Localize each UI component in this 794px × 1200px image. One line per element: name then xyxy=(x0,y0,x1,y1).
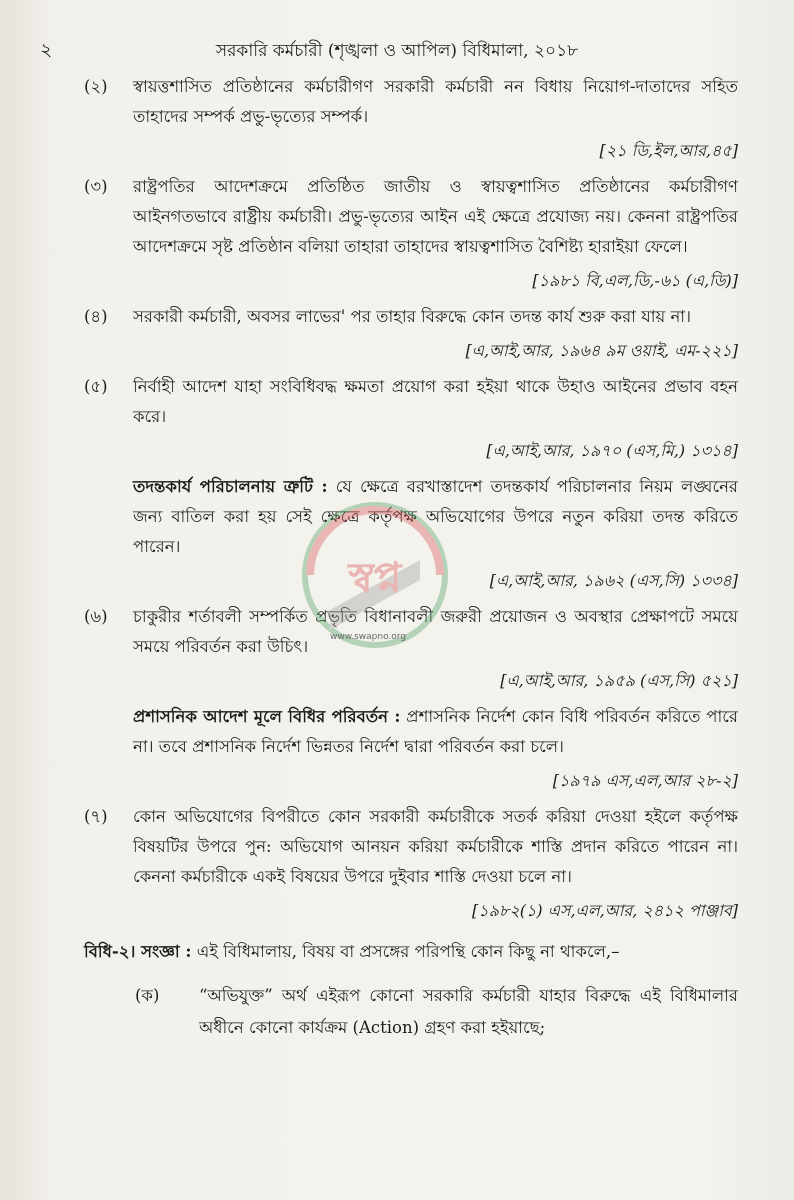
item-text: কোন অভিযোগের বিপরীতে কোন সরকারী কর্মচারীকে সতর্ক করিয়া দেওয়া হইলে কর্তৃপক্ষ বিষয়টির উপরে পুন: অভিযোগ আনয়ন করিয়া কর্মচারীকে শাস্তি প্রদান করিতে পারেন না। কেননা কর্মচারীকে একই বিষয়ের উপরে দুইবার শাস্তি দেওয়া চলে না। xyxy=(133,807,738,886)
citation: [এ,আই,আর, ১৯৫৯ (এস,সি) ৫২১] xyxy=(500,671,738,690)
citation: [এ,আই,আর, ১৯৬২ (এস,সি) ১৩৩৪] xyxy=(489,571,738,590)
item-text: স্বায়ত্তশাসিত প্রতিষ্ঠানের কর্মচারীগণ সরকারী কর্মচারী নন বিধায় নিয়োগ-দাতাদের সহিত তাহাদের সম্পর্ক প্রভু-ভৃত্যের সম্পর্ক। xyxy=(133,77,738,126)
list-item xyxy=(0,172,794,262)
item-text: সরকারী কর্মচারী, অবসর লাভের' পর তাহার বিরুদ্ধে কোন তদন্ত কার্য শুরু করা যায় না। xyxy=(133,307,691,326)
item-number: (৬) xyxy=(84,607,108,626)
definition-item xyxy=(0,980,794,1044)
definition-number: (ক) xyxy=(135,986,160,1005)
paragraph-heading: প্রশাসনিক আদেশ মূলে বিধির পরিবর্তন : xyxy=(133,707,401,726)
citation: [১৯৭৯ এস,এল,আর ২৮-২] xyxy=(552,771,738,790)
watermark-caption: www.swapno.org xyxy=(330,632,407,642)
item-number: (৩) xyxy=(84,177,108,196)
citation: [১৯৮২(১) এস,এল,আর, ২৪১২ পাঞ্জাব] xyxy=(471,901,738,920)
paragraph-text: যে ক্ষেত্রে বরখাস্তাদেশ তদন্তকার্য পরিচালনার নিয়ম লঙ্ঘনের জন্য বাতিল করা হয় সেই ক্ষেত্রে কর্তৃপক্ষ অভিযোগের উপরে নতুন করিয়া তদন্ত করিতে পারেন। xyxy=(133,477,738,556)
citation: [১৯৮১ বি,এল,ডি,-৬১ (এ,ডি)] xyxy=(532,271,738,290)
item-number: (৪) xyxy=(84,307,108,326)
paragraph-heading: তদন্তকার্য পরিচালনায় ত্রুটি : xyxy=(133,477,328,496)
watermark-logo-icon xyxy=(300,500,450,650)
item-number: (২) xyxy=(84,77,108,96)
paragraph-text: প্রশাসনিক নির্দেশ কোন বিধি পরিবর্তন করিতে পারে না। তবে প্রশাসনিক নির্দেশ ভিন্নতর নির্দেশ দ্বারা পরিবর্তন করা চলে। xyxy=(133,707,738,756)
admin-order-paragraph xyxy=(0,702,794,762)
citation: [এ,আই,আর, ১৯৭০ (এস,মি,) ১৩১৪] xyxy=(486,441,738,460)
page-header xyxy=(0,34,794,64)
citation: [এ,আই,আর, ১৯৬৪ ৯ম ওয়াই, এম-২২১] xyxy=(465,341,738,360)
list-item xyxy=(0,302,794,332)
citation: [২১ ডি,ইল,আর,৪৫] xyxy=(599,141,738,160)
list-item xyxy=(0,72,794,132)
item-text: চাকুরীর শর্তাবলী সম্পর্কিত প্রভৃতি বিধানাবলী জরুরী প্রয়োজন ও অবস্থার প্রেক্ষাপটে সময়ে সময়ে পরিবর্তন করা উচিৎ। xyxy=(133,607,738,656)
item-number: (৫) xyxy=(84,377,108,396)
rule-heading: বিধি-২। সংজ্ঞা : xyxy=(84,942,192,961)
item-text: নির্বাহী আদেশ যাহা সংবিধিবদ্ধ ক্ষমতা প্রয়োগ করা হইয়া থাকে উহাও আইনের প্রভাব বহন করে। xyxy=(133,377,738,426)
rule-2-definitions xyxy=(0,936,794,968)
definition-text: “অভিযুক্ত” অর্থ এইরূপ কোনো সরকারি কর্মচারী যাহার বিরুদ্ধে এই বিধিমালার অধীনে কোনো কার্যক্রম (Action) গ্রহণ করা হইয়াছে; xyxy=(199,986,738,1037)
item-number: (৭) xyxy=(84,807,108,826)
rule-text: এই বিধিমালায়, বিষয় বা প্রসঙ্গের পরিপন্থি কোন কিছু না থাকলে,– xyxy=(196,942,620,961)
list-item xyxy=(0,372,794,432)
item-text: রাষ্ট্রপতির আদেশক্রমে প্রতিষ্ঠিত জাতীয় ও স্বায়ত্বশাসিত প্রতিষ্ঠানের কর্মচারীগণ আইনগতভাবে রাষ্ট্রীয় কর্মচারী। প্রভু-ভৃত্যের আইন এই ক্ষেত্রে প্রযোজ্য নয়। কেননা রাষ্ট্রপতির আদেশক্রমে সৃষ্ট প্রতিষ্ঠান বলিয়া তাহারা তাহাদের স্বায়ত্বশাসিত বৈশিষ্ট্য হারাইয়া ফেলে। xyxy=(133,177,738,256)
watermark-logo-text: স্বপ্ন xyxy=(348,553,402,602)
page-number: ২ xyxy=(40,39,53,61)
running-title: সরকারি কর্মচারী (শৃঙ্খলা ও আপিল) বিধিমালা, ২০১৮ xyxy=(215,41,579,61)
list-item xyxy=(0,802,794,892)
